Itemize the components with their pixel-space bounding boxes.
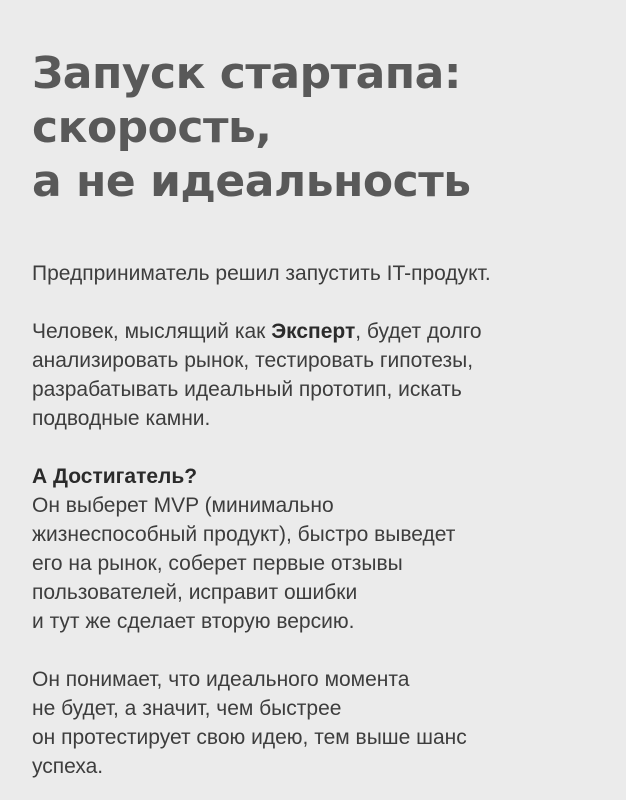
text-fragment: , будет долго (355, 320, 482, 343)
paragraph-intro (32, 259, 594, 288)
text-line: Он выберет MVP (минимально (32, 494, 334, 517)
text-line: и тут же сделает вторую версию. (32, 610, 355, 633)
title-line: а не идеальность (32, 156, 471, 207)
expert-term: Эксперт (271, 320, 356, 343)
text-line: подводные камни. (32, 407, 211, 430)
page-title (32, 47, 594, 209)
text-line: он протестирует свою идею, тем выше шанс (32, 726, 467, 749)
text-line: Предприниматель решил запустить IT-продукт. (32, 262, 491, 285)
article-body (32, 259, 594, 781)
text-fragment: Человек, мыслящий как (32, 320, 272, 343)
text-line: его на рынок, соберет первые отзывы (32, 552, 403, 575)
paragraph-achiever (32, 462, 594, 636)
text-line: жизнеспособный продукт), быстро выведет (32, 523, 456, 546)
text-line (32, 317, 594, 346)
text-line: успеха. (32, 755, 104, 778)
text-line: разрабатывать идеальный прототип, искать (32, 378, 462, 401)
text-line: анализировать рынок, тестировать гипотезы, (32, 349, 474, 372)
text-line: пользователей, исправит ошибки (32, 581, 358, 604)
paragraph-expert (32, 317, 594, 433)
text-line: Он понимает, что идеального момента (32, 668, 410, 691)
title-line: Запуск стартапа: (32, 48, 461, 99)
title-line: скорость, (32, 102, 272, 153)
achiever-heading: А Достигатель? (32, 465, 198, 488)
text-line: не будет, а значит, чем быстрее (32, 697, 342, 720)
paragraph-conclusion (32, 665, 594, 781)
